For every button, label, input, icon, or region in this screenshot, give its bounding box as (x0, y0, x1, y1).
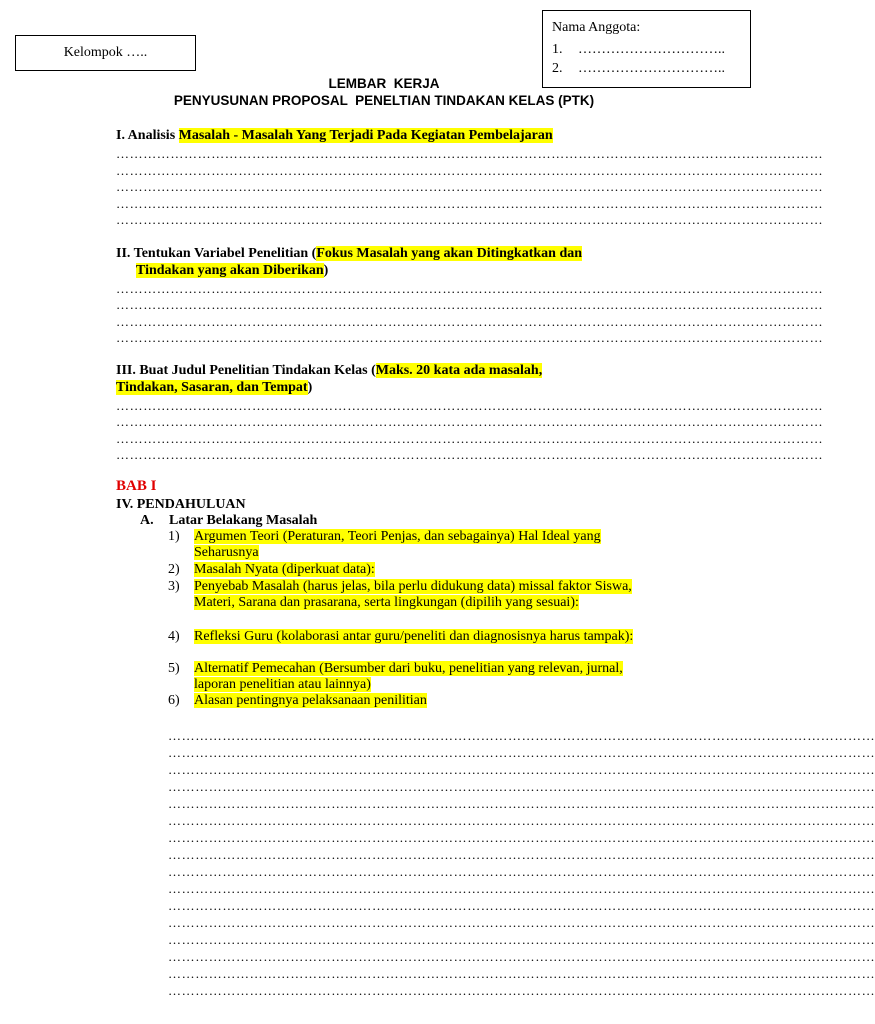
section-1-prefix: I. Analisis (116, 128, 179, 143)
subsection-heading (140, 512, 318, 529)
member-line: ………………………….. (578, 42, 725, 57)
section-3-prefix: III. Buat Judul Penelitian Tindakan Kelas ( (116, 363, 376, 378)
fill-line: ………………………………………………………………………………………………………………………………………… (168, 966, 875, 981)
list-item-number: 1) (168, 529, 180, 544)
fill-line: ………………………………………………………………………………………………………………………………………… (116, 330, 824, 345)
section-2-suffix: ) (323, 263, 329, 278)
fill-line: ………………………………………………………………………………………………………………………………………… (168, 983, 875, 998)
subsection-label: A. (140, 513, 154, 528)
list-item-text: Alternatif Pemecahan (Bersumber dari buku, penelitian yang relevan, jurnal, laporan penelitian atau lainnya) (194, 661, 623, 692)
section-2-highlight: Fokus Masalah yang akan Ditingkatkan dan (316, 246, 583, 261)
member-line: ………………………….. (578, 61, 725, 76)
subsection-title: Latar Belakang Masalah (169, 513, 318, 528)
fill-line: ………………………………………………………………………………………………………………………………………… (116, 414, 824, 429)
list-item-text: Penyebab Masalah (harus jelas, bila perlu didukung data) missal faktor Siswa, Materi, Sarana dan prasarana, serta lingkungan (dipilih yang sesuai): (194, 579, 632, 610)
chapter-label: BAB I (116, 478, 157, 494)
fill-line: ………………………………………………………………………………………………………………………………………… (116, 281, 824, 296)
section-4-heading: IV. PENDAHULUAN (116, 497, 246, 512)
fill-line: ………………………………………………………………………………………………………………………………………… (168, 745, 875, 760)
fill-line: ………………………………………………………………………………………………………………………………………… (168, 779, 875, 794)
member-number: 2. (552, 61, 563, 76)
section-3-heading (116, 362, 542, 379)
fill-line: ………………………………………………………………………………………………………………………………………… (168, 881, 875, 896)
list-item-number: 2) (168, 562, 180, 577)
fill-line: ………………………………………………………………………………………………………………………………………… (116, 146, 824, 161)
anggota-member (552, 42, 725, 58)
list-item-text: Masalah Nyata (diperkuat data): (194, 562, 375, 577)
anggota-title: Nama Anggota: (552, 20, 641, 35)
fill-line: ………………………………………………………………………………………………………………………………………… (116, 447, 824, 462)
fill-line: ………………………………………………………………………………………………………………………………………… (168, 847, 875, 862)
member-number: 1. (552, 42, 563, 57)
section-1-heading (116, 127, 553, 144)
fill-line: ………………………………………………………………………………………………………………………………………… (116, 212, 824, 227)
kelompok-label: Kelompok ….. (63, 45, 148, 60)
fill-line: ………………………………………………………………………………………………………………………………………… (116, 163, 824, 178)
fill-line: ………………………………………………………………………………………………………………………………………… (168, 932, 875, 947)
fill-line: ………………………………………………………………………………………………………………………………………… (168, 728, 875, 743)
section-2-highlight: Tindakan yang akan Diberikan (136, 263, 324, 278)
fill-line: ………………………………………………………………………………………………………………………………………… (168, 762, 875, 777)
fill-line: ………………………………………………………………………………………………………………………………………… (116, 431, 824, 446)
fill-line: ………………………………………………………………………………………………………………………………………… (168, 898, 875, 913)
section-2-heading (116, 245, 582, 262)
fill-line: ………………………………………………………………………………………………………………………………………… (116, 297, 824, 312)
section-3-heading-cont (116, 379, 312, 396)
list-item-text: Argumen Teori (Peraturan, Teori Penjas, dan sebagainya) Hal Ideal yang Seharusnya (194, 529, 601, 560)
section-3-suffix: ) (307, 380, 313, 395)
page-subtitle: PENYUSUNAN PROPOSAL PENELTIAN TINDAKAN KELAS (PTK) (173, 93, 595, 108)
section-1-highlight: Masalah - Masalah Yang Terjadi Pada Kegiatan Pembelajaran (178, 128, 553, 143)
list-item-number: 5) (168, 661, 180, 676)
list-item-text: Refleksi Guru (kolaborasi antar guru/peneliti dan diagnosisnya harus tampak): (194, 629, 634, 644)
fill-line: ………………………………………………………………………………………………………………………………………… (116, 398, 824, 413)
list-item-number: 6) (168, 693, 180, 708)
section-2-prefix: II. Tentukan Variabel Penelitian ( (116, 246, 317, 261)
fill-line: ………………………………………………………………………………………………………………………………………… (168, 830, 875, 845)
section-3-highlight: Tindakan, Sasaran, dan Tempat (116, 380, 308, 395)
list-item-number: 3) (168, 579, 180, 594)
list-item-number: 4) (168, 629, 180, 644)
fill-line: ………………………………………………………………………………………………………………………………………… (168, 915, 875, 930)
list-item-text: Alasan pentingnya pelaksanaan penilitian (194, 693, 427, 708)
page-title: LEMBAR KERJA (328, 76, 440, 91)
fill-line: ………………………………………………………………………………………………………………………………………… (116, 314, 824, 329)
anggota-member (552, 61, 725, 77)
section-2-heading-cont (136, 262, 328, 279)
kelompok-box (15, 35, 196, 71)
fill-line: ………………………………………………………………………………………………………………………………………… (168, 813, 875, 828)
fill-line: ………………………………………………………………………………………………………………………………………… (168, 796, 875, 811)
fill-line: ………………………………………………………………………………………………………………………………………… (168, 864, 875, 879)
fill-line: ………………………………………………………………………………………………………………………………………… (116, 179, 824, 194)
section-3-highlight: Maks. 20 kata ada masalah, (375, 363, 543, 378)
fill-line: ………………………………………………………………………………………………………………………………………… (116, 196, 824, 211)
fill-line: ………………………………………………………………………………………………………………………………………… (168, 949, 875, 964)
